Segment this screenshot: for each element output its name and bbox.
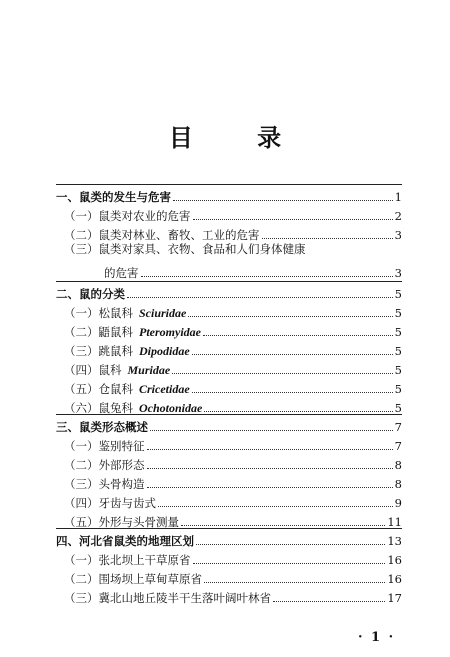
toc-entry[interactable] [64,548,402,568]
toc-entry-page: 5 [394,363,402,377]
toc-entry-page: 5 [394,287,402,301]
toc-entry[interactable] [64,377,402,397]
leader-dots [147,453,393,469]
toc-entry-page: 5 [394,401,402,415]
toc-entry[interactable] [64,510,402,530]
toc-entry-page: 16 [387,572,402,586]
toc-entry-page: 8 [394,458,402,472]
toc-entry-latin: Dipodidae [139,344,190,358]
toc-entry-title: 一、鼠类的发生与危害 [56,190,171,204]
toc-entry-title: （四）牙齿与齿式 [64,496,156,510]
toc-entry[interactable] [104,261,402,281]
toc-entry-page: 8 [394,477,402,491]
toc-entry[interactable] [64,358,402,378]
toc-entry[interactable] [64,586,402,606]
toc-entry-title: （四）鼠科 [64,363,122,377]
page-number: · 1 · [358,630,396,645]
toc-entry-title: （一）张北坝上干草原省 [64,553,191,567]
toc-entry-page: 5 [394,344,402,358]
toc-entry-page: 2 [394,209,402,223]
toc-entry-title: （二）鼠类对林业、畜牧、工业的危害 [64,228,260,242]
leader-dots [192,339,393,355]
toc-entry-title: （二）鼯鼠科 [64,325,133,339]
toc-entry-latin: Sciuridae [139,306,187,320]
toc-entry[interactable] [64,434,402,454]
leader-dots [273,586,385,602]
toc-entry-page: 5 [394,306,402,320]
page-title: 目 录 [168,124,310,152]
toc-entry-page: 11 [387,515,402,529]
leader-dots [192,377,393,393]
toc-entry-latin: Ochotonidae [139,401,203,415]
toc-entry-title: （五）外形与头骨测量 [64,515,179,529]
leader-dots [127,282,393,298]
leader-dots [181,510,385,526]
toc-entry-page: 3 [394,228,402,242]
leader-dots [262,223,393,239]
leader-dots [173,185,393,201]
leader-dots [188,301,392,317]
toc-entry[interactable] [64,301,402,321]
leader-dots [193,548,386,564]
toc-entry-page: 9 [394,496,402,510]
toc-entry-title: 二、鼠的分类 [56,287,125,301]
toc-entry-page: 5 [394,325,402,339]
toc-entry[interactable] [56,415,402,435]
leader-dots [158,491,393,507]
toc-entry[interactable] [56,185,402,205]
toc-entry-page: 5 [394,382,402,396]
toc-entry[interactable] [64,339,402,359]
toc-entry[interactable] [64,223,402,243]
leader-dots [203,320,393,336]
toc-entry[interactable] [64,567,402,587]
toc-entry-page: 17 [387,591,402,605]
leader-dots [172,358,392,374]
toc-entry[interactable] [64,453,402,473]
leader-dots [204,567,385,583]
leader-dots [147,472,393,488]
toc-entry[interactable] [64,320,402,340]
toc-entry[interactable] [56,529,402,549]
toc-entry-latin: Pteromyidae [139,325,201,339]
toc-entry-title: （三）冀北山地丘陵半干生落叶阔叶林省 [64,591,271,605]
toc-entry[interactable] [64,396,402,416]
toc-entry[interactable] [64,242,402,257]
toc-entry-title: （五）仓鼠科 [64,382,133,396]
toc-entry-title: （二）外部形态 [64,458,145,472]
toc-entry-title: （三）鼠类对家具、衣物、食品和人们身体健康 [64,242,306,256]
toc-entry[interactable] [56,282,402,302]
toc-entry-title: （六）鼠兔科 [64,401,133,415]
toc-entry-latin: Muridae [127,363,171,377]
toc-entry-title: 的危害 [104,266,139,280]
toc-entry-page: 7 [394,439,402,453]
toc-entry-page: 16 [387,553,402,567]
leader-dots [193,204,393,220]
toc-entry-title: （三）头骨构造 [64,477,145,491]
toc-entry-page: 1 [394,190,402,204]
toc-entry[interactable] [64,491,402,511]
leader-dots [196,529,385,545]
toc-entry-title: 四、河北省鼠类的地理区划 [56,534,194,548]
toc-entry-page: 3 [394,266,402,280]
toc-entry-title: （一）鉴别特征 [64,439,145,453]
toc-entry-title: （二）围场坝上草甸草原省 [64,572,202,586]
leader-dots [147,434,393,450]
toc-entry-title: （一）松鼠科 [64,306,133,320]
leader-dots [150,415,393,431]
toc-entry[interactable] [64,204,402,224]
leader-dots [204,396,392,412]
toc-entry-title: （三）跳鼠科 [64,344,133,358]
toc-entry-latin: Cricetidae [139,382,190,396]
toc-entry[interactable] [64,472,402,492]
toc-entry-page: 13 [387,534,402,548]
toc-entry-title: （一）鼠类对农业的危害 [64,209,191,223]
toc-entry-page: 7 [394,420,402,434]
toc-entry-title: 三、鼠类形态概述 [56,420,148,434]
leader-dots [141,261,393,277]
